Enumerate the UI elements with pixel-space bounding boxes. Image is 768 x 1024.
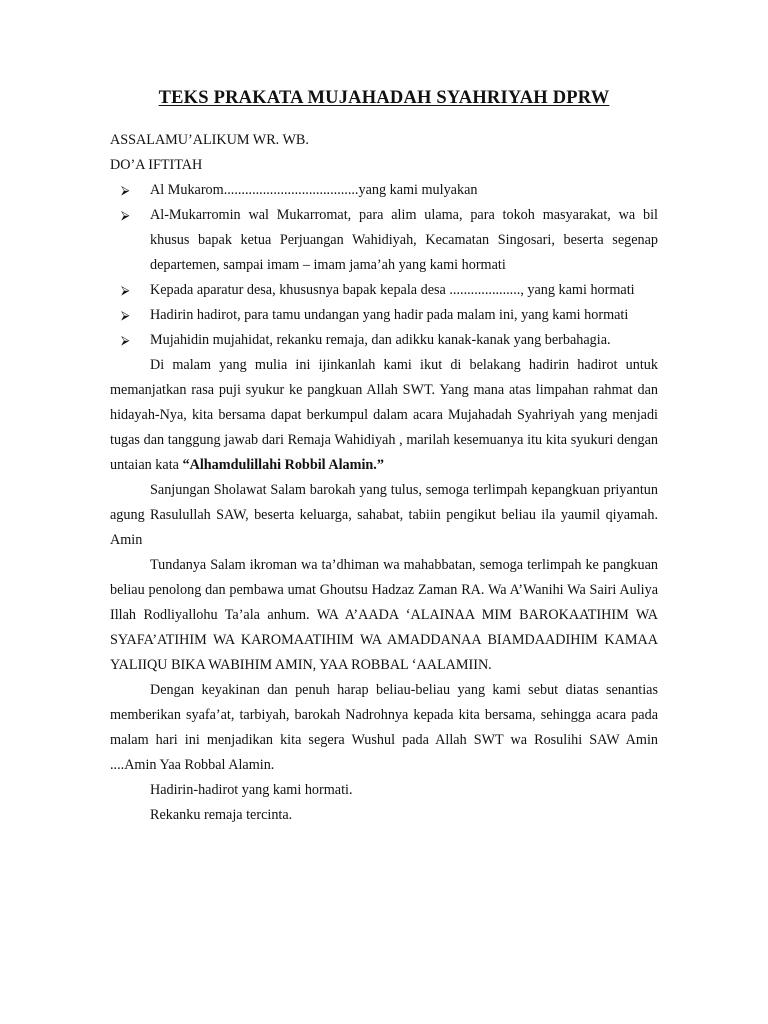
arrow-bullet-icon: ⮚ [121, 308, 130, 322]
salutation-list [110, 178, 658, 353]
list-item-text: Mujahidin mujahidat, rekanku remaja, dan adikku kanak-kanak yang berbahagia. [150, 332, 611, 348]
list-item-text: Al Mukarom......................................yang kami mulyakan [150, 182, 478, 198]
paragraph-opening [110, 353, 658, 478]
list-item [110, 328, 658, 353]
paragraph-keyakinan: Dengan keyakinan dan penuh harap beliau-beliau yang kami sebut diatas senantias memberikan syafa’at, tarbiyah, barokah Nadrohnya kepada kita bersama, sehingga acara pada malam hari ini menjadikan kita segera Wushul pada Allah SWT wa Rosulihi SAW Amin ....Amin Yaa Robbal Alamin. [110, 682, 658, 773]
list-item-text: Kepada aparatur desa, khususnya bapak kepala desa ...................., yang kami hormati [150, 282, 635, 298]
arrow-bullet-icon: ⮚ [121, 183, 130, 197]
arrow-bullet-icon: ⮚ [121, 333, 130, 347]
paragraph-hadirin: Hadirin-hadirot yang kami hormati. [150, 782, 353, 798]
paragraph-sholawat: Sanjungan Sholawat Salam barokah yang tulus, semoga terlimpah kepangkuan priyantun agung Rasulullah SAW, beserta keluarga, sahabat, tabiin pengikut beliau ila yaumil qiyamah. Amin [110, 482, 658, 548]
list-item-text: Hadirin hadirot, para tamu undangan yang hadir pada malam ini, yang kami hormati [150, 307, 629, 323]
list-item [110, 303, 658, 328]
paragraph-rekan: Rekanku remaja tercinta. [150, 807, 293, 823]
document-title: TEKS PRAKATA MUJAHADAH SYAHRIYAH DPRW [158, 88, 610, 108]
list-item [110, 278, 658, 303]
list-item [110, 203, 658, 278]
list-item-text: Al-Mukarromin wal Mukarromat, para alim ulama, para tokoh masyarakat, wa bil khusus bapak ketua Perjuangan Wahidiyah, Kecamatan Singosari, beserta segenap departemen, sampai imam – imam jama’ah yang kami hormati [150, 207, 658, 273]
doa-iftitah-line: DO’A IFTITAH [110, 157, 203, 173]
arrow-bullet-icon: ⮚ [121, 208, 130, 222]
paragraph-salam: Tundanya Salam ikroman wa ta’dhiman wa mahabbatan, semoga terlimpah ke pangkuan beliau penolong dan pembawa umat Ghoutsu Hadzaz Zaman RA. Wa A’Wanihi Wa Sairi Auliya Illah Rodliyallohu Ta’ala anhum. WA A’AADA ‘ALAINAA MIM BAROKAATIHIM WA SYAFA’ATIHIM WA KAROMAATIHIM WA AMADDANAA BIAMDAADIHIM KAMAA YALIIQU BIKA WABIHIM AMIN, YAA ROBBAL ‘AALAMIIN. [110, 557, 658, 673]
arrow-bullet-icon: ⮚ [121, 283, 130, 297]
paragraph-bold-phrase: “Alhamdulillahi Robbil Alamin.” [182, 457, 384, 473]
paragraph-text: Di malam yang mulia ini ijinkanlah kami ikut di belakang hadirin hadirot untuk memanjatkan rasa puji syukur ke pangkuan Allah SWT. Yang mana atas limpahan rahmat dan hidayah-Nya, kita bersama dapat berkumpul dalam acara Mujahadah Syahriyah yang menjadi tugas dan tanggung jawab dari Remaja Wahidiyah , marilah kesemuanya itu kita syukuri dengan untaian kata [110, 357, 658, 473]
list-item [110, 178, 658, 203]
document-body [110, 128, 658, 828]
greeting-line: ASSALAMU’ALIKUM WR. WB. [110, 132, 309, 148]
